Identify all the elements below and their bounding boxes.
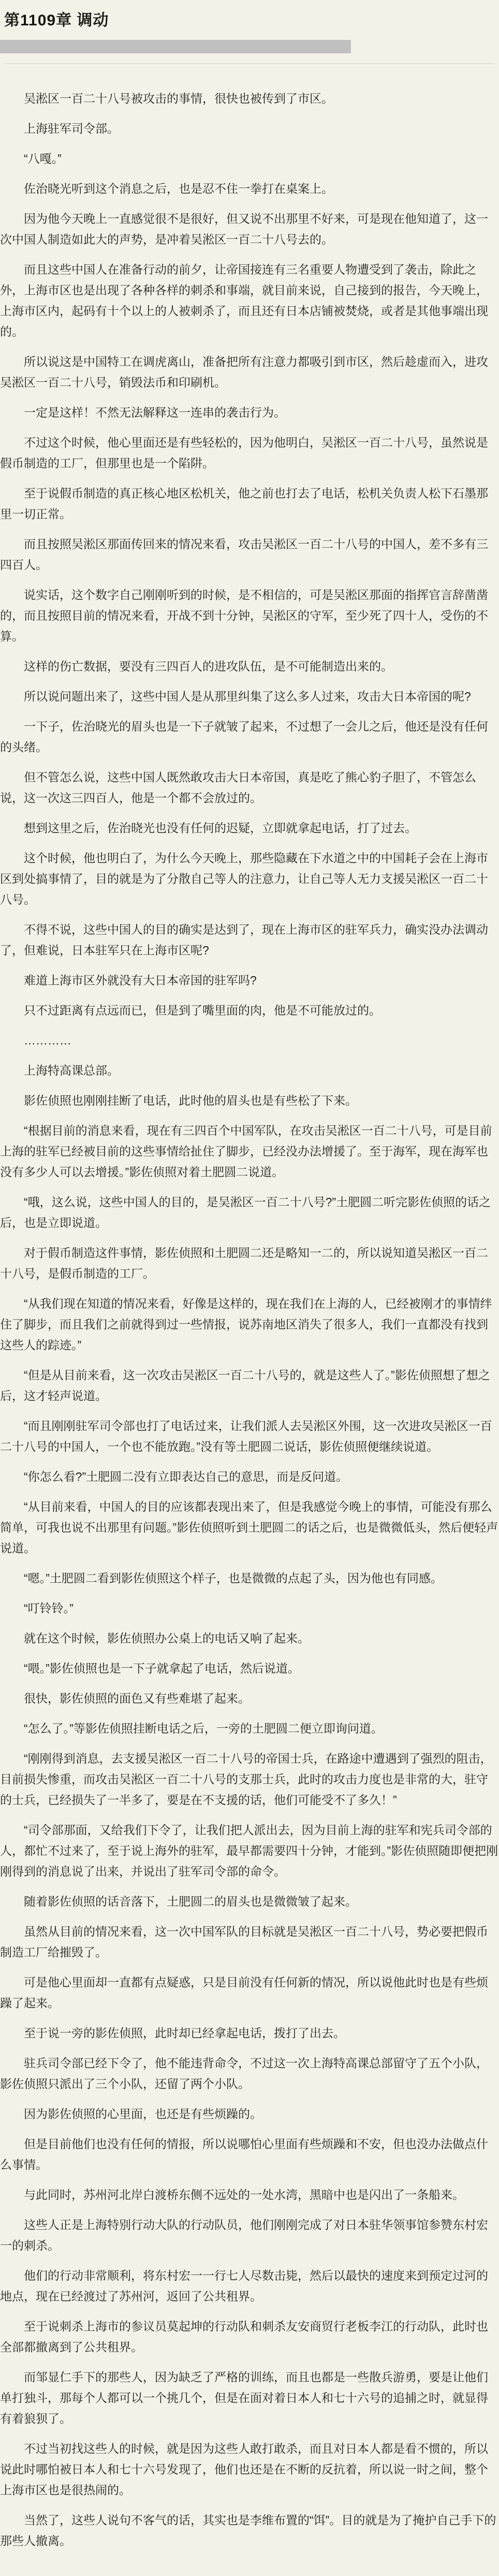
paragraph: 不得不说，这些中国人的目的确实是达到了，现在上海市区的驻军兵力，确实没办法调动了，但难说，日本驻军只在上海市区呢? xyxy=(0,923,488,957)
paragraph: “嗯。”土肥圆二看到影佐侦照这个样子，也是微微的点起了头，因为他也有同感。 xyxy=(24,1571,443,1585)
paragraph: 但是目前他们也没有任何的情报，所以说哪怕心里面有些烦躁和不安，但也没办法做点什么事情。 xyxy=(0,2137,488,2171)
paragraph: “哦，这么说，这些中国人的目的，是吴淞区一百二十八号?”土肥圆二听完影佐侦照的话之后，也是立即说道。 xyxy=(0,1195,491,1229)
paragraph: ………… xyxy=(24,1034,71,1047)
paragraph: 只不过距离有点远而已，但是到了嘴里面的肉，他是不可能放过的。 xyxy=(24,1004,381,1017)
paragraph: 这样的伤亡数据，要没有三四百人的进攻队伍，是不可能制造出来的。 xyxy=(24,660,393,673)
ad-placeholder-bar xyxy=(0,40,351,53)
paragraph: 佐治晓光听到这个消息之后，也是忍不住一拳打在桌案上。 xyxy=(24,182,333,195)
paragraph: 说实话，这个数字自己刚刚听到的时候，是不相信的，可是吴淞区那面的指挥官言辞凿凿的，而且按照目前的情况来看，开战不到十分钟，吴淞区的守军，至少死了四十人，受伤的不算。 xyxy=(0,588,488,643)
paragraph: 可是他心里面却一直都有点疑惑，只是目前没有任何新的情况，所以说他此时也是有些烦躁了起来。 xyxy=(0,1976,488,2010)
paragraph: 而且这些中国人在准备行动的前夕，让帝国接连有三名重要人物遭受到了袭击，除此之外，上海市区也是出现了各种各样的刺杀和事端，就目前来说，自己接到的报告，今天晚上，上海市区内，起码有十个以上的人被刺杀了，而且还有日本店铺被焚烧，或者是其他事端出现的。 xyxy=(0,263,488,338)
paragraph: 就在这个时候，影佐侦照办公桌上的电话又响了起来。 xyxy=(24,1632,310,1645)
paragraph: 至于说假币制造的真正核心地区松机关，他之前也打去了电话，松机关负责人松下石墨那里一切正常。 xyxy=(0,486,488,521)
paragraph: 很快，影佐侦照的面色又有些难堪了起来。 xyxy=(24,1692,250,1705)
paragraph: “叮铃铃。” xyxy=(24,1601,74,1615)
paragraph: “刚刚得到消息，去支援吴淞区一百二十八号的帝国士兵，在路途中遭遇到了强烈的阻击，目前损失惨重，而攻击吴淞区一百二十八号的支那士兵，此时的攻击力度也是非常的大，驻守的士兵，已经损失了一半多了，要是在不支援的话，他们可能受不了多久！” xyxy=(0,1752,492,1807)
paragraph: “根据目前的消息来看，现在有三四百个中国军队，在攻击吴淞区一百二十八号，可是目前上海的驻军已经被目前的这些事情给扯住了脚步，已经没办法增援了。至于海军，现在海军也没有多少人可以去增援。”影佐侦照对着土肥圆二说道。 xyxy=(0,1124,492,1179)
paragraph: 想到这里之后，佐治晓光也没有任何的迟疑，立即就拿起电话，打了过去。 xyxy=(24,821,417,835)
paragraph: 所以说这是中国特工在调虎离山，准备把所有注意力都吸引到市区，然后趁虚而入，进攻吴淞区一百二十八号，销毁法币和印刷机。 xyxy=(0,355,488,389)
paragraph: 因为影佐侦照的心里面，也还是有些烦躁的。 xyxy=(24,2107,262,2121)
paragraph: 所以说问题出来了，这些中国人是从那里纠集了这么多人过来，攻击大日本帝国的呢? xyxy=(24,690,471,703)
paragraph: 上海驻军司令部。 xyxy=(24,122,119,135)
paragraph: “司令部那面，又给我们下令了，让我们把人派出去，因为目前上海的驻军和宪兵司令部的人，都忙不过来了，至于说上海外的驻军，最早都需要四十分钟，才能到。”影佐侦照随即便把刚刚得到的消息说了出来，并说出了驻军司令部的命令。 xyxy=(0,1823,498,1878)
paragraph: 至于说刺杀上海市的参议员莫起坤的行动队和刺杀友安商贸行老板李江的行动队，此时也全部都撤离到了公共租界。 xyxy=(0,2320,488,2354)
paragraph: 随着影佐侦照的话音落下，土肥圆二的眉头也是微微皱了起来。 xyxy=(24,1895,357,1908)
paragraph: 难道上海市区外就没有大日本帝国的驻军吗? xyxy=(24,974,257,987)
paragraph: 对于假币制造这件事情，影佐侦照和土肥圆二还是略知一二的，所以说知道吴淞区一百二十八号，是假币制造的工厂。 xyxy=(0,1246,488,1280)
paragraph: “你怎么看?”土肥圆二没有立即表达自己的意思，而是反问道。 xyxy=(24,1470,348,1483)
paragraph: “而且刚刚驻军司令部也打了电话过来，让我们派人去吴淞区外围，这一次进攻吴淞区一百二十八号的中国人，一个也不能放跑。”没有等土肥圆二说话，影佐侦照便继续说道。 xyxy=(0,1419,492,1453)
paragraph: “但是从目前来看，这一次攻击吴淞区一百二十八号的，就是这些人了。”影佐侦照想了想之后，这才轻声说道。 xyxy=(0,1368,490,1403)
paragraph: “喂。”影佐侦照也是一下子就拿起了电话，然后说道。 xyxy=(24,1662,300,1675)
paragraph: “从目前来看，中国人的目的应该都表现出来了，但是我感觉今晚上的事情，可能没有那么简单，可我也说不出那里有问题。”影佐侦照听到土肥圆二的话之后，也是微微低头，然后便轻声说道。 xyxy=(0,1500,498,1555)
paragraph: 而邹显仁手下的那些人，因为缺乏了严格的训练，而且也都是一些散兵游勇，要是让他们单打独斗，那每个人都可以一个挑几个，但是在面对着日本人和七十六号的追捕之时，就显得有着狼狈了。 xyxy=(0,2370,488,2425)
paragraph: 但不管怎么说，这些中国人既然敢攻击大日本帝国，真是吃了熊心豹子胆了，不管怎么说，这一次这三四百人，他是一个都不会放过的。 xyxy=(0,770,476,805)
paragraph: 因为他今天晚上一直感觉很不是很好，但又说不出那里不好来，可是现在他知道了，这一次中国人制造如此大的声势，是冲着吴淞区一百二十八号去的。 xyxy=(0,212,488,246)
paragraph: 影佐侦照也刚刚挂断了电话，此时他的眉头也是有些松了下来。 xyxy=(24,1094,357,1107)
paragraph: 他们的行动非常顺利，将东村宏一一行七人尽数击毙，然后以最快的速度来到预定过河的地点，现在已经渡过了苏州河，返回了公共租界。 xyxy=(0,2269,488,2303)
paragraph: 一下子，佐治晓光的眉头也是一下子就皱了起来，不过想了一会儿之后，他还是没有任何的头绪。 xyxy=(0,720,488,754)
paragraph: “怎么了。”等影佐侦照挂断电话之后，一旁的土肥圆二便立即询问道。 xyxy=(24,1722,383,1735)
paragraph: 驻兵司令部已经下令了，他不能违背命令，不过这一次上海特高课总部留守了五个小队，影佐侦照只派出了三个小队，还留了两个小队。 xyxy=(0,2056,488,2091)
paragraph: 当然了，这些人说句不客气的话，其实也是李维布置的“饵”。目的就是为了掩护自己手下的那些人撤离。 xyxy=(0,2513,496,2548)
paragraph: 这个时候，他也明白了，为什么今天晚上，那些隐藏在下水道之中的中国耗子会在上海市区到处搞事情了，目的就是为了分散自己等人的注意力，让自己等人无力支援吴淞区一百二十八号。 xyxy=(0,851,488,906)
paragraph: 吴淞区一百二十八号被攻击的事情，很快也被传到了市区。 xyxy=(24,92,333,105)
paragraph: 与此同时，苏州河北岸白渡桥东侧不远处的一处水湾，黑暗中也是闪出了一条船来。 xyxy=(24,2188,464,2201)
paragraph: 至于说一旁的影佐侦照，此时却已经拿起电话，拨打了出去。 xyxy=(24,2026,345,2040)
paragraph: 不过当初找这些人的时候，就是因为这些人敢打敢杀，而且对日本人都是看不惯的，所以说此时哪怕被日本人和七十六号发现了，他们也还是在不断的反抗着，所以说一时之间，整个上海市区也是很热闹的。 xyxy=(0,2442,488,2497)
paragraph: 虽然从目前的情况来看，这一次中国军队的目标就是吴淞区一百二十八号，势必要把假币制造工厂给摧毁了。 xyxy=(0,1925,488,1959)
paragraph: 一定是这样！不然无法解释这一连串的袭击行为。 xyxy=(24,406,286,419)
paragraph: 而且按照吴淞区那面传回来的情况来看，攻击吴淞区一百二十八号的中国人，差不多有三四百人。 xyxy=(0,537,488,571)
paragraph: “八嘎。” xyxy=(24,152,62,165)
chapter-title: 第1109章 调动 xyxy=(4,12,109,29)
paragraph: 这些人正是上海特别行动大队的行动队员，他们刚刚完成了对日本驻华领事馆参赞东村宏一的刺杀。 xyxy=(0,2218,488,2252)
paragraph: 上海特高课总部。 xyxy=(24,1064,119,1077)
chapter-content xyxy=(0,64,499,2576)
paragraph: “从我们现在知道的情况来看，好像是这样的，现在我们在上海的人，已经被刚才的事情绊住了脚步，而且我们之前就得到过一些情报，说苏南地区消失了很多人，我们一直都没有找到这些人的踪迹。” xyxy=(0,1297,492,1352)
paragraph: 不过这个时候，他心里面还是有些轻松的，因为他明白，吴淞区一百二十八号，虽然说是假币制造的工厂，但那里也是一个陷阱。 xyxy=(0,436,488,470)
